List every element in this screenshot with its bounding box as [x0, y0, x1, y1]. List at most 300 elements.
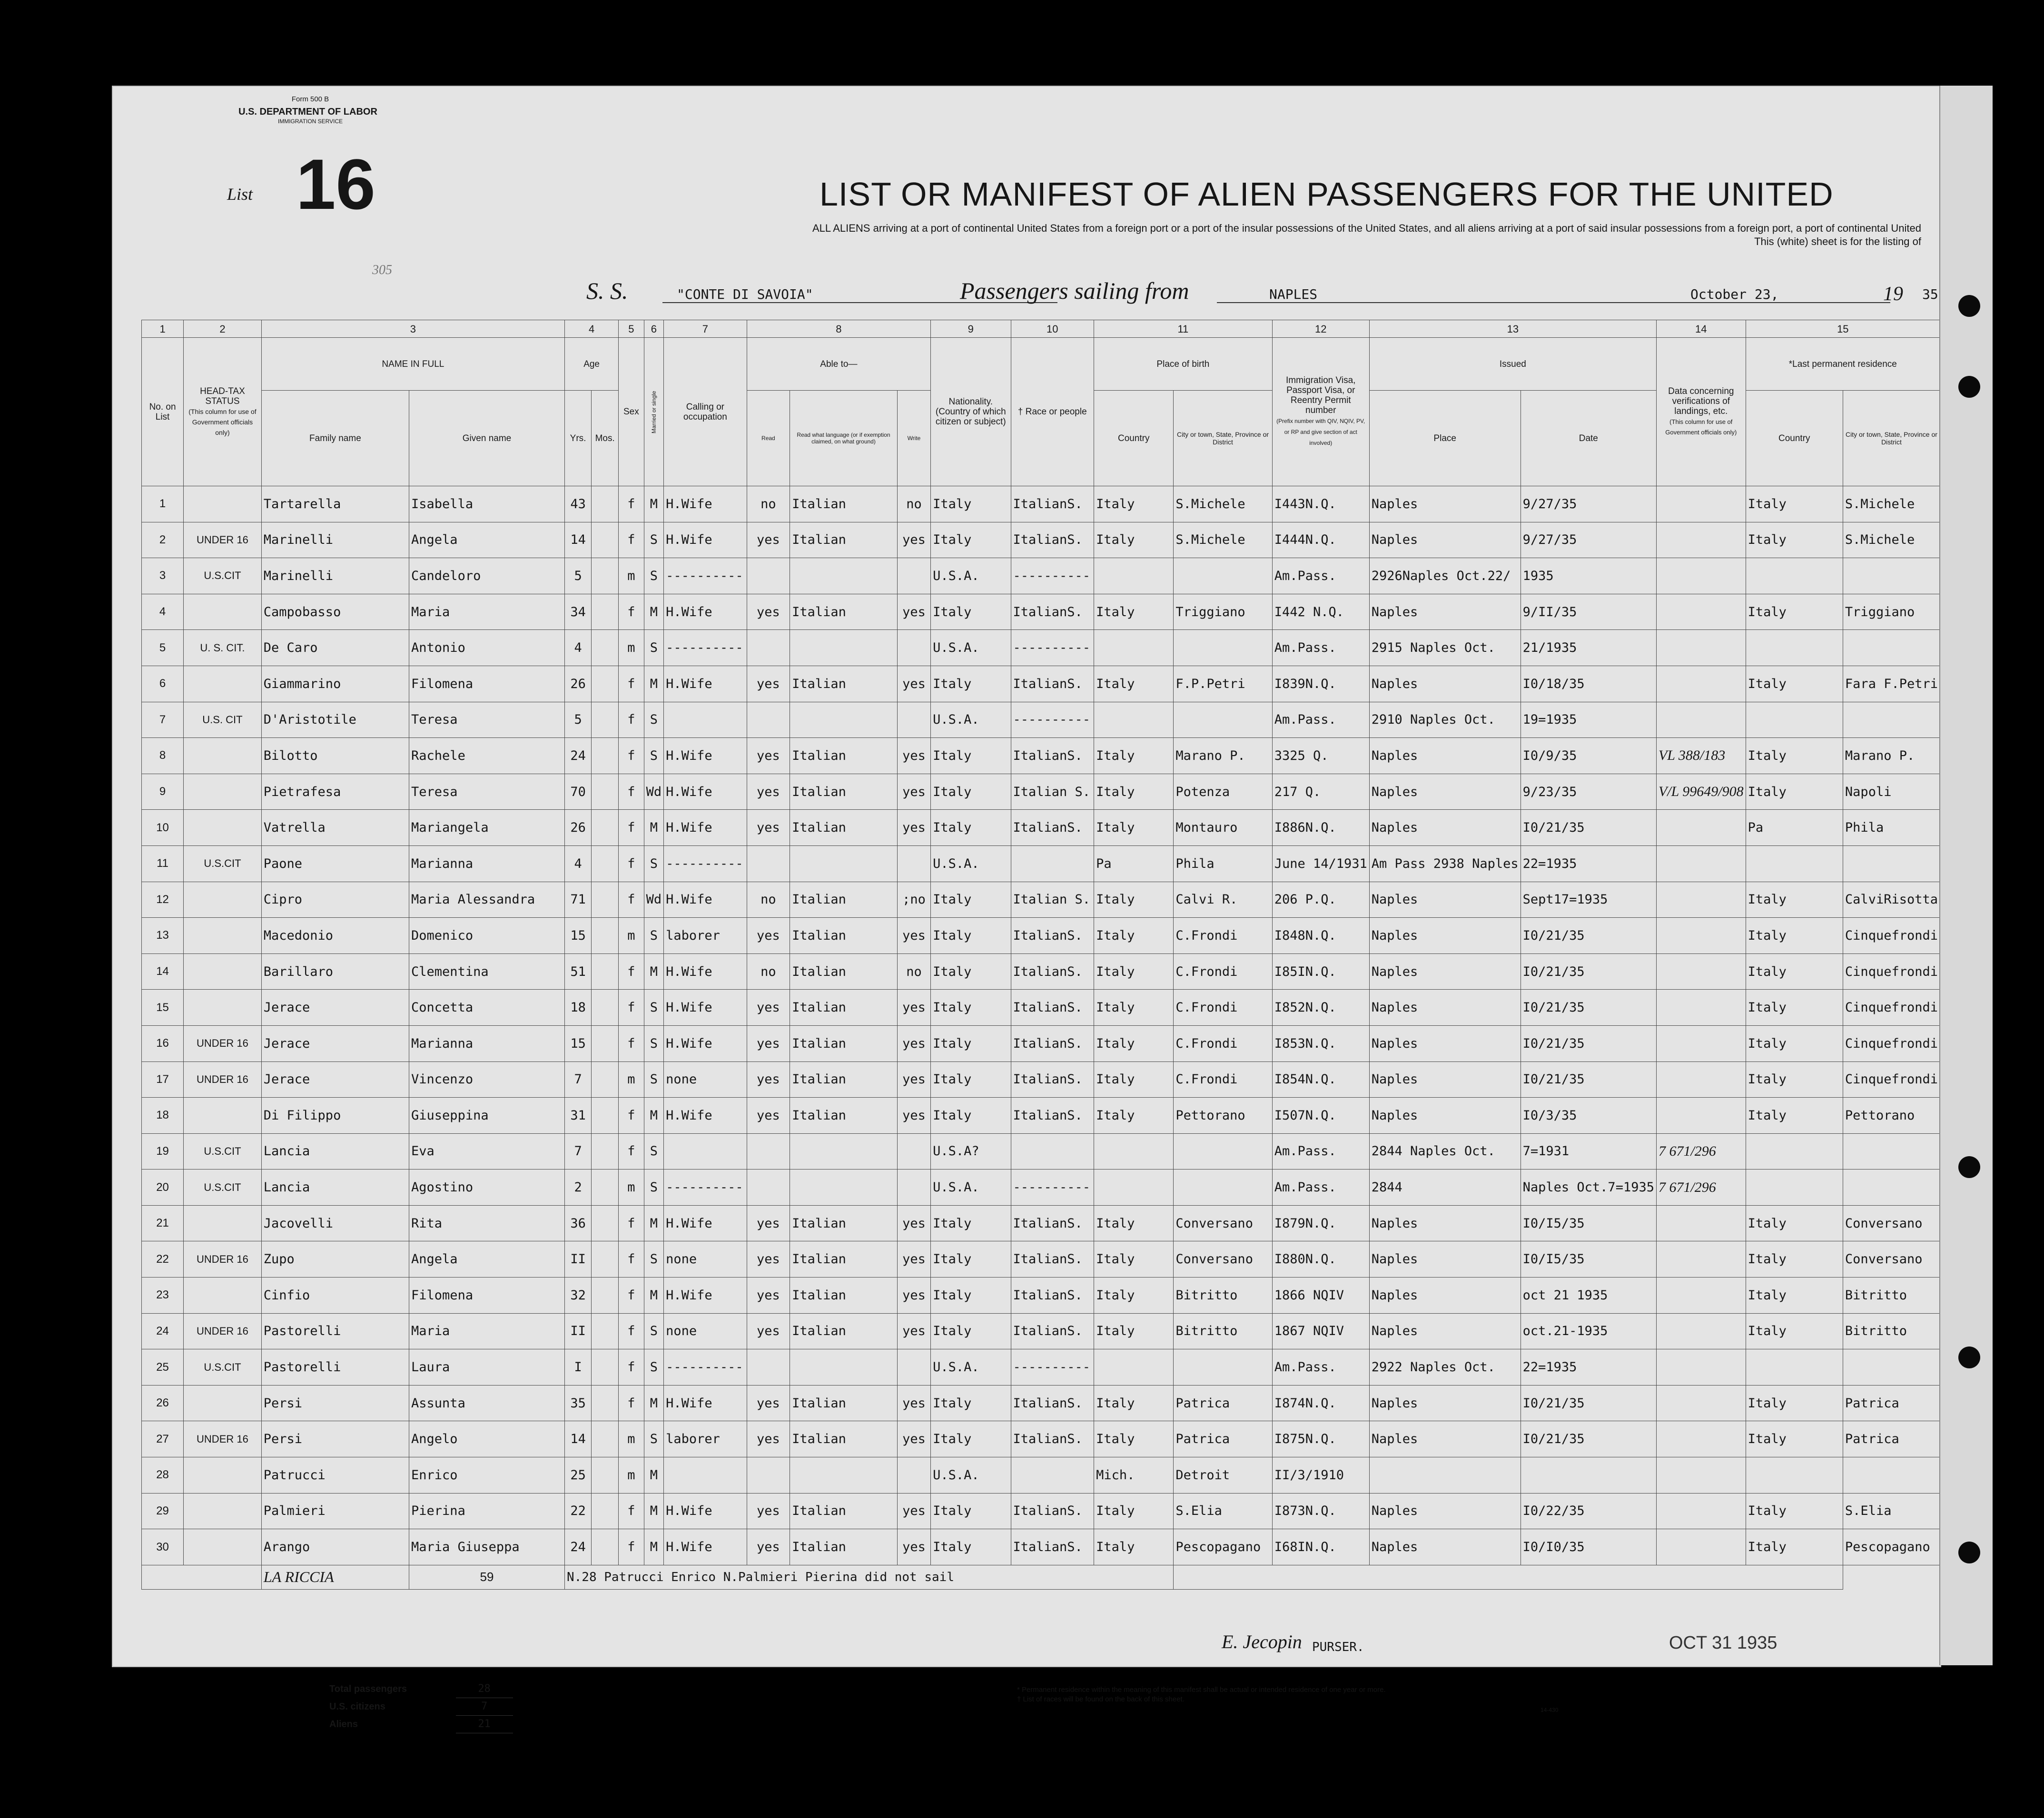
residence-country: Italy: [1746, 1205, 1843, 1241]
issued-date: 9/23/35: [1521, 774, 1656, 810]
verification-data: [1656, 630, 1746, 666]
age-years: 18: [565, 990, 592, 1026]
visa-number: I873N.Q.: [1272, 1493, 1369, 1529]
birth-city: Patrica: [1174, 1385, 1272, 1421]
head-tax-status: [184, 953, 262, 990]
read-language: Italian: [790, 774, 898, 810]
given-name: Eva: [409, 1133, 565, 1169]
us-citizens-value: 7: [456, 1698, 513, 1716]
issued-date: I0/I5/35: [1521, 1241, 1656, 1278]
residence-country: [1746, 1349, 1843, 1386]
birth-country: Italy: [1094, 666, 1174, 702]
issued-place: 2844 Naples Oct.: [1369, 1133, 1521, 1169]
race: ItalianS.: [1011, 1061, 1094, 1098]
issued-date: 19=1935: [1521, 702, 1656, 738]
age-years: 35: [565, 1385, 592, 1421]
nationality: Italy: [931, 1205, 1011, 1241]
residence-country: Italy: [1746, 1493, 1843, 1529]
family-name: Jerace: [261, 990, 409, 1026]
sex: f: [619, 1205, 644, 1241]
nationality: Italy: [931, 882, 1011, 918]
residence-city: [1843, 1349, 1940, 1386]
row-number: 14: [142, 953, 184, 990]
footnote-residence: * Permanent residence within the meaning of this manifest shall be actual or intended residence of one year or more.: [1017, 1686, 1386, 1694]
marital-status: M: [644, 594, 664, 630]
occupation: H.Wife: [664, 666, 747, 702]
colnum: 5: [619, 320, 644, 338]
sex: m: [619, 1061, 644, 1098]
birth-city: Triggiano: [1174, 594, 1272, 630]
race: ----------: [1011, 630, 1094, 666]
birth-country: Italy: [1094, 990, 1174, 1026]
head-tax-status: [184, 666, 262, 702]
issued-place: Naples: [1369, 1421, 1521, 1457]
issued-place: Naples: [1369, 1278, 1521, 1314]
header-issued-place: Place: [1369, 391, 1521, 486]
given-name: Pierina: [409, 1493, 565, 1529]
header-yrs: Yrs.: [565, 391, 592, 486]
residence-country: Italy: [1746, 1421, 1843, 1457]
nationality: U.S.A.: [931, 702, 1011, 738]
header-residence-country: Country: [1746, 391, 1843, 486]
occupation: H.Wife: [664, 774, 747, 810]
row-number: 21: [142, 1205, 184, 1241]
residence-city: [1843, 630, 1940, 666]
given-name: Rita: [409, 1205, 565, 1241]
age-years: 25: [565, 1457, 592, 1494]
visa-number: I68IN.Q.: [1272, 1529, 1369, 1565]
given-name: Maria: [409, 1313, 565, 1349]
marital-status: Wd: [644, 774, 664, 810]
table-row: [142, 1385, 1940, 1421]
binder-hole: [1958, 1156, 1980, 1178]
age-months: [592, 1133, 619, 1169]
residence-country: [1746, 845, 1843, 882]
nationality: Italy: [931, 594, 1011, 630]
visa-number: 3325 Q.: [1272, 738, 1369, 774]
birth-city: F.P.Petri: [1174, 666, 1272, 702]
header-name-in-full: NAME IN FULL: [261, 338, 564, 391]
can-write: yes: [897, 1313, 930, 1349]
visa-number: I444N.Q.: [1272, 522, 1369, 558]
sex: m: [619, 918, 644, 954]
age-years: 22: [565, 1493, 592, 1529]
issued-date: oct.21-1935: [1521, 1313, 1656, 1349]
can-read: yes: [747, 1205, 790, 1241]
table-row: [142, 1457, 1940, 1494]
manifest-sheet: [112, 86, 1941, 1730]
race: ItalianS.: [1011, 990, 1094, 1026]
marital-status: M: [644, 1278, 664, 1314]
age-years: 24: [565, 1529, 592, 1565]
read-language: Italian: [790, 1098, 898, 1134]
race: ItalianS.: [1011, 1421, 1094, 1457]
read-language: Italian: [790, 1493, 898, 1529]
race: ItalianS.: [1011, 1025, 1094, 1061]
issued-date: I0/I0/35: [1521, 1529, 1656, 1565]
can-read: yes: [747, 1385, 790, 1421]
birth-country: Italy: [1094, 1313, 1174, 1349]
issued-place: 2915 Naples Oct.: [1369, 630, 1521, 666]
given-name: Angela: [409, 522, 565, 558]
header-mos: Mos.: [592, 391, 619, 486]
age-years: 71: [565, 882, 592, 918]
race: ItalianS.: [1011, 666, 1094, 702]
given-name: Rachele: [409, 738, 565, 774]
nationality: U.S.A.: [931, 630, 1011, 666]
verification-data: [1656, 702, 1746, 738]
row-number: 9: [142, 774, 184, 810]
marital-status: S: [644, 918, 664, 954]
nationality: Italy: [931, 1529, 1011, 1565]
race: ItalianS.: [1011, 522, 1094, 558]
issued-place: Naples: [1369, 882, 1521, 918]
read-language: Italian: [790, 666, 898, 702]
issued-date: 21/1935: [1521, 630, 1656, 666]
visa-number: I853N.Q.: [1272, 1025, 1369, 1061]
header-last-residence: *Last permanent residence: [1746, 338, 1940, 391]
occupation: ----------: [664, 558, 747, 594]
visa-number: 217 Q.: [1272, 774, 1369, 810]
can-write: yes: [897, 522, 930, 558]
birth-country: [1094, 1349, 1174, 1386]
row-number: 17: [142, 1061, 184, 1098]
marital-status: M: [644, 666, 664, 702]
can-read: yes: [747, 990, 790, 1026]
marital-status: M: [644, 1385, 664, 1421]
birth-city: Phila: [1174, 845, 1272, 882]
header-sex: Sex: [619, 338, 644, 486]
family-name: Tartarella: [261, 486, 409, 522]
residence-country: [1746, 630, 1843, 666]
family-name: Marinelli: [261, 558, 409, 594]
given-name: Teresa: [409, 702, 565, 738]
nationality: Italy: [931, 486, 1011, 522]
marital-status: M: [644, 1205, 664, 1241]
race: [1011, 845, 1094, 882]
row-number: 4: [142, 594, 184, 630]
verification-data: [1656, 1421, 1746, 1457]
age-years: 7: [565, 1133, 592, 1169]
header-family-name: Family name: [261, 391, 409, 486]
issued-place: Naples: [1369, 1061, 1521, 1098]
occupation: [664, 1133, 747, 1169]
residence-country: Italy: [1746, 1385, 1843, 1421]
can-write: no: [897, 953, 930, 990]
nationality: Italy: [931, 1025, 1011, 1061]
header-able-to: Able to—: [747, 338, 930, 391]
sex: f: [619, 1241, 644, 1278]
family-name: Pietrafesa: [261, 774, 409, 810]
head-tax-status: [184, 1493, 262, 1529]
occupation: [664, 702, 747, 738]
visa-number: I875N.Q.: [1272, 1421, 1369, 1457]
occupation: [664, 1457, 747, 1494]
age-years: I: [565, 1349, 592, 1386]
residence-city: S.Elia: [1843, 1493, 1940, 1529]
residence-city: [1843, 1133, 1940, 1169]
occupation: H.Wife: [664, 953, 747, 990]
race: ----------: [1011, 1169, 1094, 1206]
read-language: [790, 630, 898, 666]
colnum: 9: [931, 320, 1011, 338]
occupation: ----------: [664, 1169, 747, 1206]
given-name: Domenico: [409, 918, 565, 954]
residence-city: Patrica: [1843, 1385, 1940, 1421]
birth-city: [1174, 558, 1272, 594]
issued-place: Naples: [1369, 1529, 1521, 1565]
race: Italian S.: [1011, 882, 1094, 918]
issued-date: 9/27/35: [1521, 522, 1656, 558]
visa-number: Am.Pass.: [1272, 1349, 1369, 1386]
race: ----------: [1011, 702, 1094, 738]
row-number: 10: [142, 810, 184, 846]
header-calling: Calling or occupation: [664, 338, 747, 486]
age-years: II: [565, 1241, 592, 1278]
race: ItalianS.: [1011, 594, 1094, 630]
residence-city: [1843, 702, 1940, 738]
read-language: Italian: [790, 1529, 898, 1565]
read-language: Italian: [790, 1061, 898, 1098]
issued-place: Naples: [1369, 953, 1521, 990]
occupation: H.Wife: [664, 522, 747, 558]
spacer-cell: [142, 1565, 262, 1589]
page-title: LIST OR MANIFEST OF ALIEN PASSENGERS FOR THE UNITED: [820, 176, 1834, 213]
age-months: [592, 1025, 619, 1061]
read-language: [790, 558, 898, 594]
family-name: De Caro: [261, 630, 409, 666]
sex: m: [619, 630, 644, 666]
race: ItalianS.: [1011, 1493, 1094, 1529]
race: ItalianS.: [1011, 738, 1094, 774]
issued-place: Naples: [1369, 594, 1521, 630]
can-write: yes: [897, 738, 930, 774]
age-months: [592, 1061, 619, 1098]
birth-country: Italy: [1094, 522, 1174, 558]
issued-place: 2844: [1369, 1169, 1521, 1206]
age-months: [592, 1241, 619, 1278]
sex: m: [619, 1457, 644, 1494]
read-language: Italian: [790, 1421, 898, 1457]
visa-number: I85IN.Q.: [1272, 953, 1369, 990]
age-months: [592, 1098, 619, 1134]
issued-date: I0/21/35: [1521, 990, 1656, 1026]
occupation: H.Wife: [664, 882, 747, 918]
marital-status: M: [644, 1493, 664, 1529]
birth-city: C.Frondi: [1174, 1061, 1272, 1098]
marital-status: S: [644, 990, 664, 1026]
issued-date: I0/21/35: [1521, 1025, 1656, 1061]
can-write: yes: [897, 1385, 930, 1421]
purser-signature: E. Jecopin: [1222, 1631, 1302, 1652]
can-read: [747, 1457, 790, 1494]
occupation: H.Wife: [664, 1025, 747, 1061]
purser-label: PURSER.: [1312, 1640, 1364, 1654]
table-row: [142, 1025, 1940, 1061]
birth-country: Italy: [1094, 1529, 1174, 1565]
race: ItalianS.: [1011, 918, 1094, 954]
visa-number: I507N.Q.: [1272, 1098, 1369, 1134]
residence-country: [1746, 558, 1843, 594]
age-years: 5: [565, 558, 592, 594]
can-write: no: [897, 486, 930, 522]
birth-city: S.Michele: [1174, 522, 1272, 558]
can-write: yes: [897, 1205, 930, 1241]
residence-city: Cinquefrondi: [1843, 918, 1940, 954]
issued-place: Naples: [1369, 918, 1521, 954]
can-read: [747, 630, 790, 666]
head-tax-status: [184, 738, 262, 774]
residence-country: [1746, 1457, 1843, 1494]
given-name: Filomena: [409, 1278, 565, 1314]
issued-date: I0/21/35: [1521, 1061, 1656, 1098]
head-tax-status: UNDER 16: [184, 522, 262, 558]
row-number: 28: [142, 1457, 184, 1494]
read-language: Italian: [790, 1025, 898, 1061]
family-name: Pastorelli: [261, 1313, 409, 1349]
visa-number: 1866 NQIV: [1272, 1278, 1369, 1314]
verification-data: [1656, 882, 1746, 918]
residence-city: [1843, 558, 1940, 594]
residence-city: CalviRisotta: [1843, 882, 1940, 918]
birth-country: Italy: [1094, 1025, 1174, 1061]
birth-country: [1094, 702, 1174, 738]
can-write: [897, 845, 930, 882]
can-read: yes: [747, 1241, 790, 1278]
family-name: Cipro: [261, 882, 409, 918]
occupation: H.Wife: [664, 486, 747, 522]
issued-place: Naples: [1369, 810, 1521, 846]
manifest-rows: [142, 486, 1940, 1565]
birth-city: C.Frondi: [1174, 953, 1272, 990]
header-birth-country: Country: [1094, 391, 1174, 486]
ship-label: S. S.: [586, 277, 628, 304]
residence-city: Conversano: [1843, 1205, 1940, 1241]
residence-city: Marano P.: [1843, 738, 1940, 774]
residence-country: Italy: [1746, 594, 1843, 630]
issued-date: 1935: [1521, 558, 1656, 594]
head-tax-status: [184, 882, 262, 918]
marital-status: M: [644, 1457, 664, 1494]
residence-city: [1843, 845, 1940, 882]
visa-number: I839N.Q.: [1272, 666, 1369, 702]
sex: f: [619, 1133, 644, 1169]
given-name: Clementina: [409, 953, 565, 990]
issued-date: I0/21/35: [1521, 1385, 1656, 1421]
birth-country: [1094, 1133, 1174, 1169]
residence-country: Italy: [1746, 1025, 1843, 1061]
visa-number: I886N.Q.: [1272, 810, 1369, 846]
sex: f: [619, 1025, 644, 1061]
marital-status: M: [644, 1098, 664, 1134]
can-read: no: [747, 486, 790, 522]
table-row: [142, 522, 1940, 558]
head-tax-status: [184, 1529, 262, 1565]
verification-data: [1656, 990, 1746, 1026]
visa-number: I443N.Q.: [1272, 486, 1369, 522]
birth-country: Italy: [1094, 738, 1174, 774]
residence-country: Italy: [1746, 953, 1843, 990]
can-read: yes: [747, 1313, 790, 1349]
header-read: Read: [747, 391, 790, 486]
table-row: [142, 558, 1940, 594]
age-months: [592, 882, 619, 918]
issued-place: 2910 Naples Oct.: [1369, 702, 1521, 738]
sex: f: [619, 774, 644, 810]
birth-city: Pettorano: [1174, 1098, 1272, 1134]
birth-city: Pescopagano: [1174, 1529, 1272, 1565]
read-language: [790, 1457, 898, 1494]
can-read: yes: [747, 810, 790, 846]
issued-date: I0/18/35: [1521, 666, 1656, 702]
sex: m: [619, 1169, 644, 1206]
sex: f: [619, 882, 644, 918]
head-tax-status: UNDER 16: [184, 1025, 262, 1061]
nationality: U.S.A.: [931, 845, 1011, 882]
birth-city: S.Michele: [1174, 486, 1272, 522]
verification-data: [1656, 666, 1746, 702]
table-row: [142, 594, 1940, 630]
birth-city: [1174, 702, 1272, 738]
given-name: Maria Alessandra: [409, 882, 565, 918]
header-visa-note: (Prefix number with QIV, NQIV, PV, or RP and give section of act involved): [1276, 418, 1365, 446]
row-number: 8: [142, 738, 184, 774]
marital-status: M: [644, 486, 664, 522]
row-number: 13: [142, 918, 184, 954]
can-write: yes: [897, 810, 930, 846]
family-name: Jerace: [261, 1061, 409, 1098]
given-name: Isabella: [409, 486, 565, 522]
residence-country: Italy: [1746, 666, 1843, 702]
row-number: 5: [142, 630, 184, 666]
marital-status: M: [644, 953, 664, 990]
read-language: Italian: [790, 594, 898, 630]
can-read: yes: [747, 1493, 790, 1529]
sex: f: [619, 522, 644, 558]
verification-data: [1656, 1061, 1746, 1098]
nationality: Italy: [931, 1241, 1011, 1278]
given-name: Mariangela: [409, 810, 565, 846]
header-given-name: Given name: [409, 391, 565, 486]
race: ItalianS.: [1011, 486, 1094, 522]
nationality: Italy: [931, 1385, 1011, 1421]
residence-city: S.Michele: [1843, 522, 1940, 558]
age-months: [592, 810, 619, 846]
sex: f: [619, 1098, 644, 1134]
occupation: H.Wife: [664, 1205, 747, 1241]
issued-place: Naples: [1369, 1205, 1521, 1241]
race: ItalianS.: [1011, 1241, 1094, 1278]
footnotes: [1017, 1685, 1386, 1704]
occupation: none: [664, 1241, 747, 1278]
marital-status: S: [644, 1313, 664, 1349]
visa-number: I852N.Q.: [1272, 990, 1369, 1026]
aliens-label: Aliens: [329, 1719, 358, 1730]
read-language: [790, 702, 898, 738]
family-name: Bilotto: [261, 738, 409, 774]
issued-place: Naples: [1369, 990, 1521, 1026]
age-years: 34: [565, 594, 592, 630]
issued-place: Naples: [1369, 522, 1521, 558]
issued-place: Naples: [1369, 1313, 1521, 1349]
issued-date: 9/II/35: [1521, 594, 1656, 630]
colnum: 14: [1656, 320, 1746, 338]
occupation: H.Wife: [664, 990, 747, 1026]
occupation: ----------: [664, 1349, 747, 1386]
residence-country: Italy: [1746, 1313, 1843, 1349]
table-row: [142, 1241, 1940, 1278]
header-birth-city: City or town, State, Province or District: [1174, 391, 1272, 486]
